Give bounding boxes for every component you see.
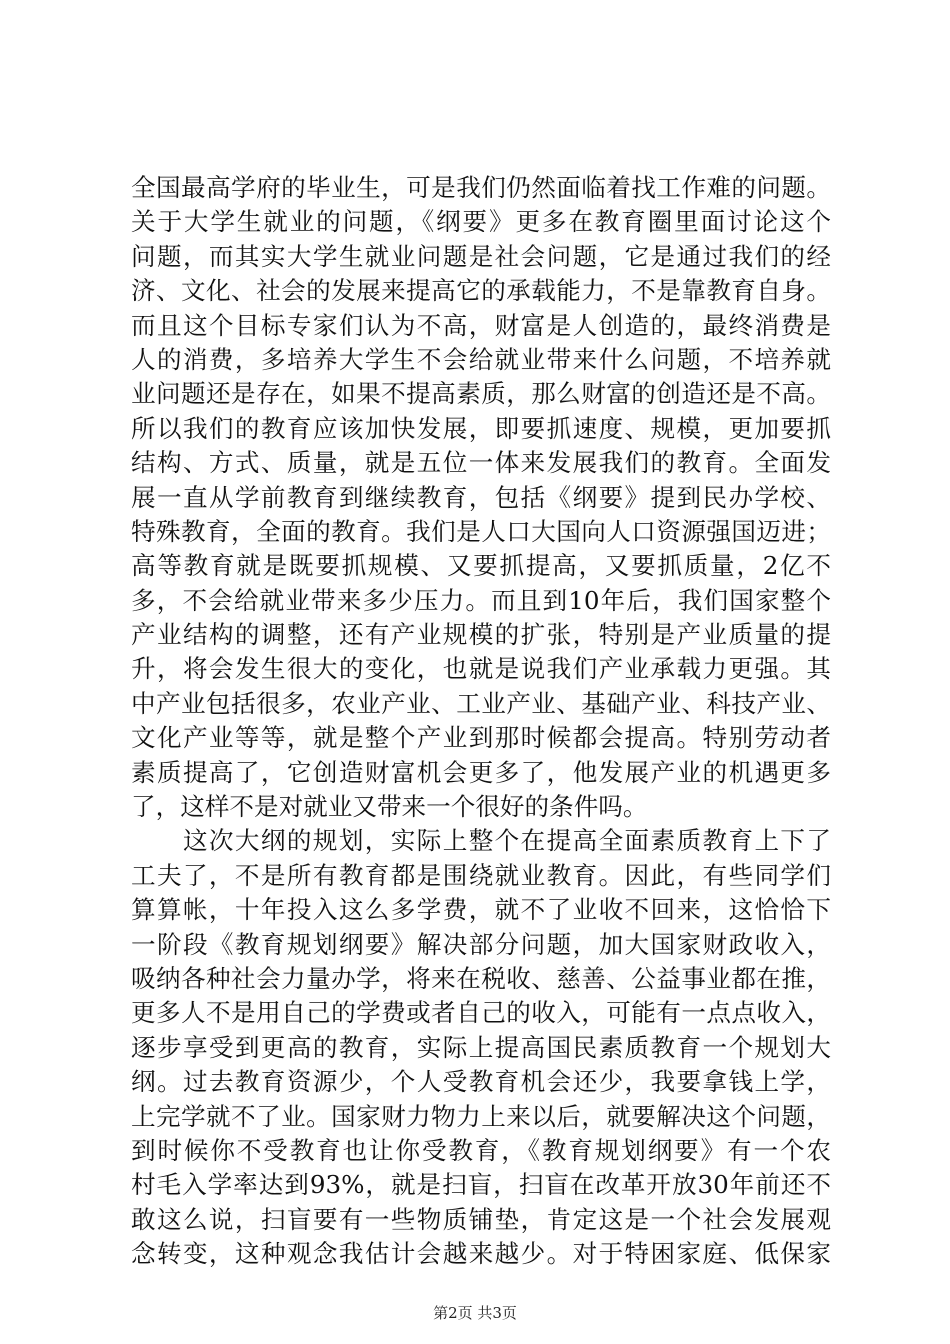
text-line: 文化产业等等，就是整个产业到那时候都会提高。特别劳动者 [131,723,831,753]
text-line: 济、文化、社会的发展来提高它的承载能力，不是靠教育自身。 [131,276,831,306]
text-line: 吸纳各种社会力量办学，将来在税收、慈善、公益事业都在推， [131,963,831,993]
text-line: 产业结构的调整，还有产业规模的扩张，特别是产业质量的提 [131,620,831,650]
text-line: 村毛入学率达到93%，就是扫盲，扫盲在改革开放30年前还不 [131,1170,831,1200]
text-line: 敢这么说，扫盲要有一些物质铺垫，肯定这是一个社会发展观 [131,1204,831,1234]
text-line: 高等教育就是既要抓规模、又要抓提高，又要抓质量，2亿不 [131,551,831,581]
text-line: 中产业包括很多，农业产业、工业产业、基础产业、科技产业、 [131,688,831,718]
text-line: 所以我们的教育应该加快发展，即要抓速度、规模，更加要抓 [131,413,831,443]
text-line: 关于大学生就业的问题，《纲要》更多在教育圈里面讨论这个 [131,207,831,237]
text-line: 念转变，这种观念我估计会越来越少。对于特困家庭、低保家 [131,1239,831,1269]
text-line: 结构、方式、质量，就是五位一体来发展我们的教育。全面发 [131,448,831,478]
body-text [131,171,831,1272]
text-line: 问题，而其实大学生就业问题是社会问题，它是通过我们的经 [131,241,831,271]
text-line: 升，将会发生很大的变化，也就是说我们产业承载力更强。其 [131,654,831,684]
text-line: 素质提高了，它创造财富机会更多了，他发展产业的机遇更多 [131,757,831,787]
text-line: 一阶段《教育规划纲要》解决部分问题，加大国家财政收入， [131,929,831,959]
text-line: 上完学就不了业。国家财力物力上来以后，就要解决这个问题， [131,1101,831,1131]
text-line: 展一直从学前教育到继续教育，包括《纲要》提到民办学校、 [131,482,831,512]
text-line: 而且这个目标专家们认为不高，财富是人创造的，最终消费是 [131,310,831,340]
text-line: 到时候你不受教育也让你受教育，《教育规划纲要》有一个农 [131,1135,831,1165]
paragraph-start-line: 这次大纲的规划，实际上整个在提高全面素质教育上下了 [131,826,831,856]
page-footer [0,1302,950,1323]
page-number: 第2页 共3页 [433,1304,517,1322]
text-line: 纲。过去教育资源少，个人受教育机会还少，我要拿钱上学， [131,1067,831,1097]
text-line: 业问题还是存在，如果不提高素质，那么财富的创造还是不高。 [131,379,831,409]
paragraph-end-line: 了，这样不是对就业又带来一个很好的条件吗。 [131,792,648,822]
text-line: 逐步享受到更高的教育，实际上提高国民素质教育一个规划大 [131,1032,831,1062]
text-line: 全国最高学府的毕业生，可是我们仍然面临着找工作难的问题。 [131,173,831,202]
text-line: 工夫了，不是所有教育都是围绕就业教育。因此，有些同学们 [131,860,831,890]
text-line: 特殊教育，全面的教育。我们是人口大国向人口资源强国迈进； [131,516,831,546]
text-line: 多，不会给就业带来多少压力。而且到10年后，我们国家整个 [131,585,831,615]
text-line: 更多人不是用自己的学费或者自己的收入，可能有一点点收入， [131,998,831,1028]
text-line: 人的消费，多培养大学生不会给就业带来什么问题，不培养就 [131,344,831,374]
text-line: 算算帐，十年投入这么多学费，就不了业收不回来，这恰恰下 [131,895,831,925]
